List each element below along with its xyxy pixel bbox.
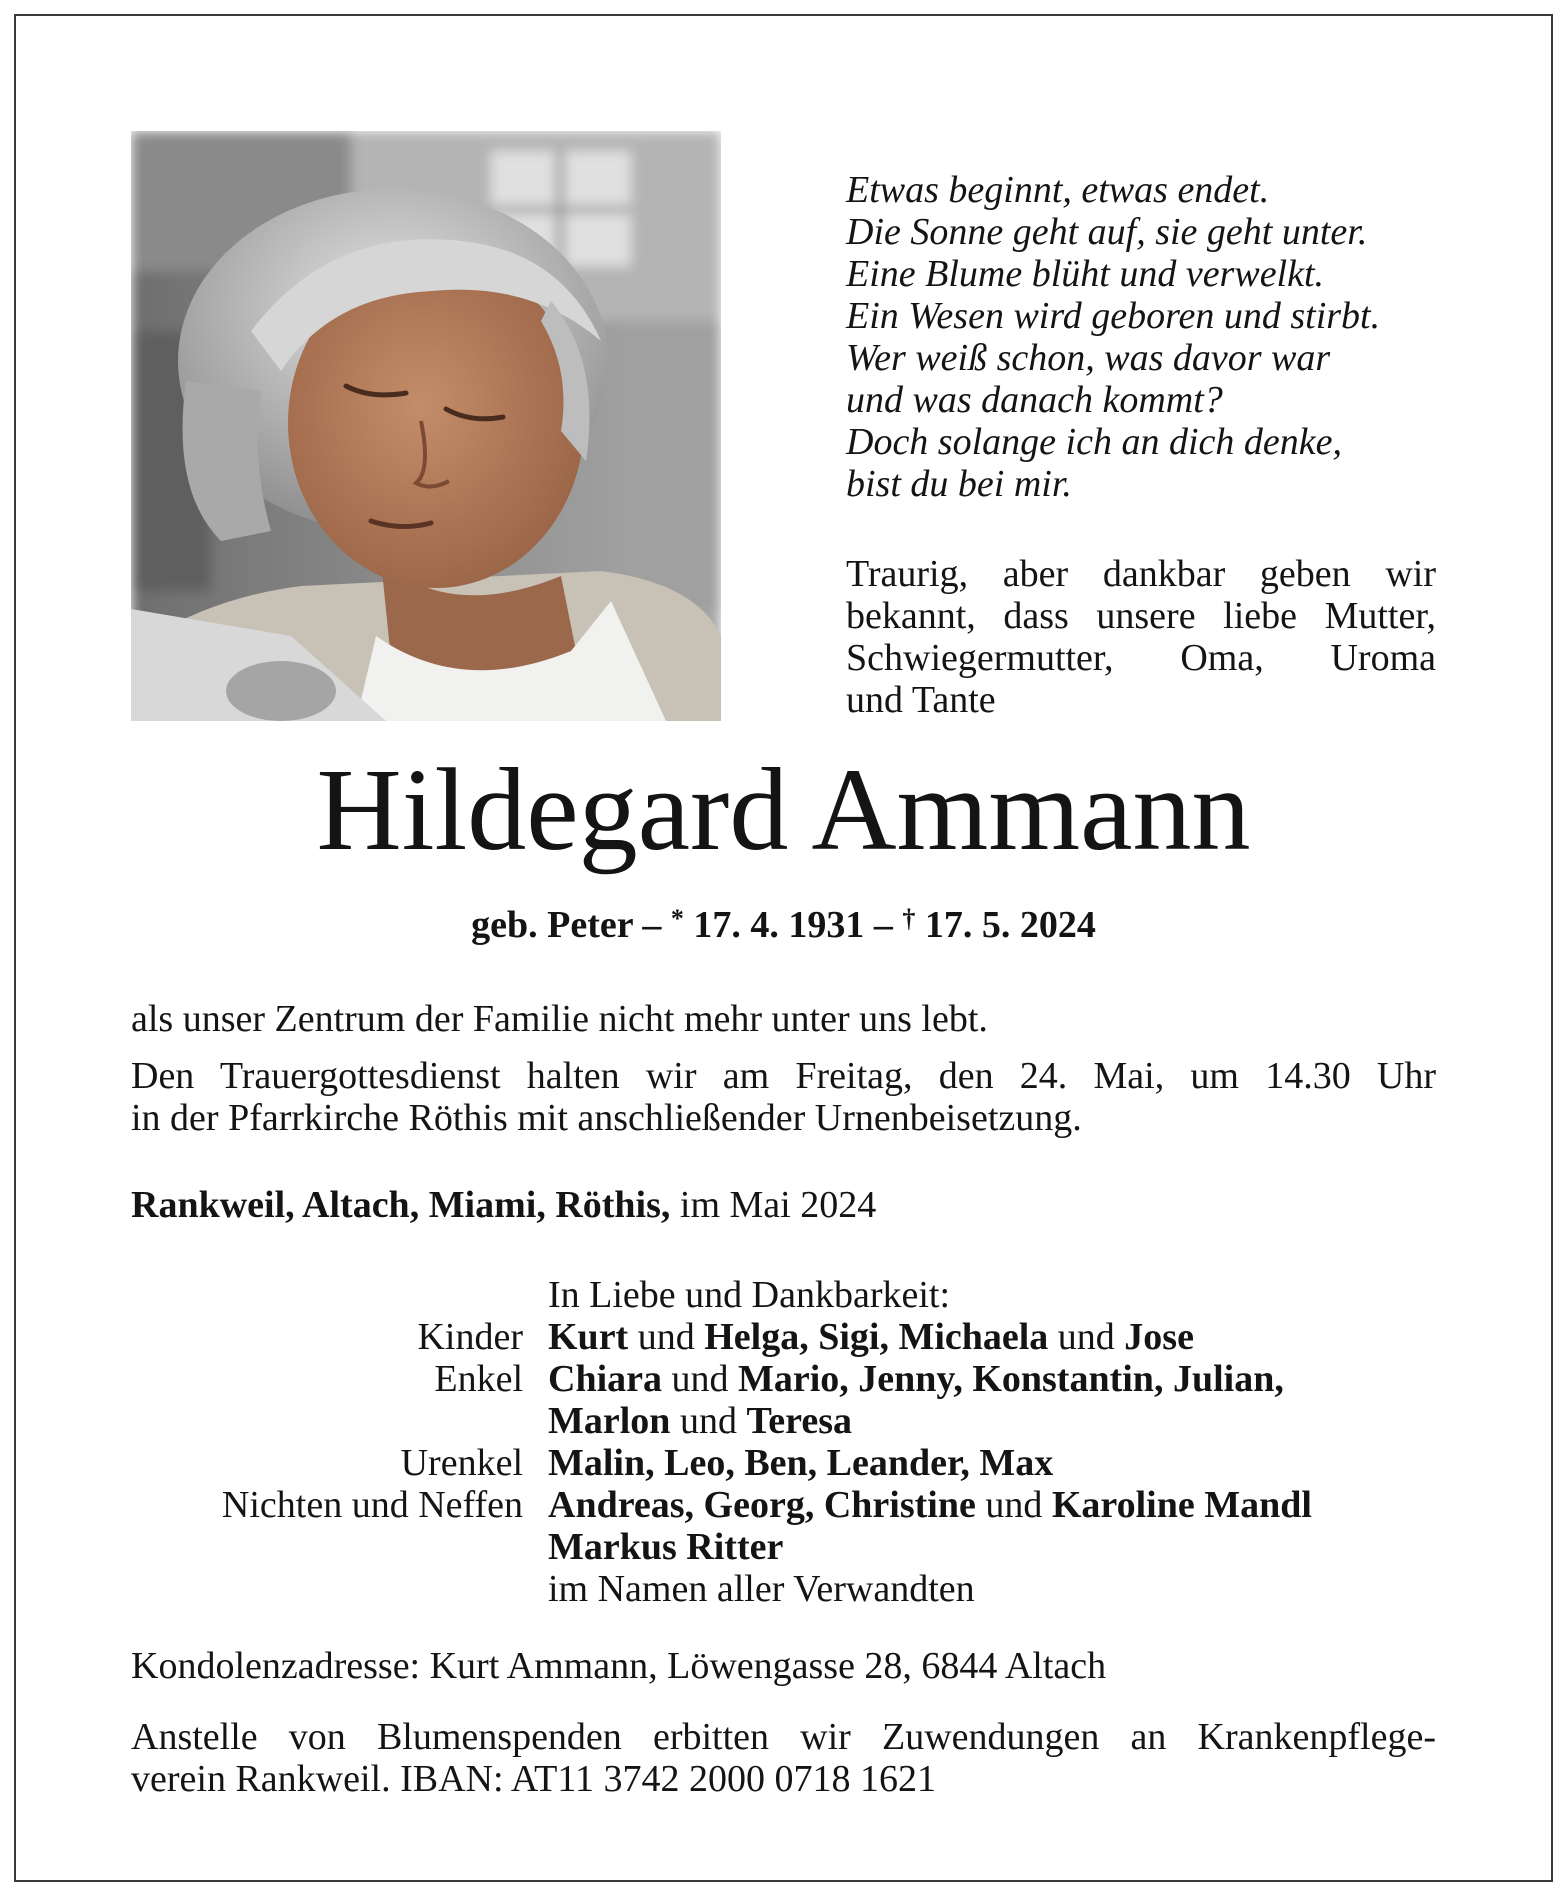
family-name: Kurt — [548, 1316, 629, 1358]
family-names — [548, 1442, 1053, 1484]
message-text: als unser Zentrum der Familie nicht mehr unter uns lebt. — [131, 998, 988, 1040]
family-closing-row — [131, 1568, 1436, 1610]
announcement-line: bekannt, dass unsere liebe Mutter, — [846, 595, 1436, 637]
family-names — [548, 1526, 783, 1568]
family-row-nichten-neffen — [131, 1484, 1436, 1526]
birth-symbol: * — [670, 904, 684, 933]
condolence-address: Kondolenzadresse: Kurt Ammann, Löwengasse 28, 6844 Altach — [131, 1645, 1107, 1687]
birth-date: 17. 4. 1931 — [693, 904, 865, 946]
announcement-line: Traurig, aber dankbar geben wir — [846, 553, 1436, 595]
service-line: in der Pfarrkirche Röthis mit anschließender Urnenbeisetzung. — [131, 1097, 1082, 1139]
poem-line: Eine Blume blüht und verwelkt. — [846, 253, 1325, 295]
death-symbol: † — [902, 904, 916, 933]
family-name: Malin, Leo, Ben, Leander, Max — [548, 1442, 1054, 1484]
date-separator: – — [873, 904, 893, 946]
family-name: Helga, Sigi, Michaela — [704, 1316, 1049, 1358]
death-date: 17. 5. 2024 — [924, 904, 1096, 946]
announcement-text — [846, 553, 1436, 721]
family-name: Karoline Mandl — [1051, 1484, 1312, 1526]
family-conjunction: und — [671, 1358, 729, 1400]
family-name: Jose — [1124, 1316, 1194, 1358]
family-label: Urenkel — [400, 1442, 523, 1484]
maiden-name: geb. Peter — [471, 904, 633, 946]
family-label: Kinder — [417, 1316, 523, 1358]
family-row-nichten-neffen-cont — [131, 1526, 1436, 1568]
poem-line: Wer weiß schon, was davor war — [846, 337, 1331, 379]
poem-line: und was danach kommt? — [846, 379, 1223, 421]
places: Rankweil, Altach, Miami, Röthis, — [131, 1184, 671, 1226]
family-name: Mario, Jenny, Konstantin, Julian, — [738, 1358, 1284, 1400]
family-row-enkel-cont — [131, 1400, 1436, 1442]
family-label: Enkel — [434, 1358, 523, 1400]
family-conjunction: und — [637, 1316, 695, 1358]
portrait-photo — [131, 131, 721, 721]
family-row-enkel — [131, 1358, 1436, 1400]
deceased-name: Hildegard Ammann — [316, 744, 1251, 875]
donation-line: Anstelle von Blumenspenden erbitten wir Zuwendungen an Krankenpflege- — [131, 1716, 1436, 1758]
family-names — [548, 1484, 1312, 1526]
family-heading: In Liebe und Dankbarkeit: — [548, 1274, 951, 1316]
family-closing: im Namen aller Verwandten — [548, 1568, 975, 1610]
family-row-urenkel — [131, 1442, 1436, 1484]
announcement-line: und Tante — [846, 679, 996, 721]
family-names — [548, 1316, 1194, 1358]
family-name: Markus Ritter — [548, 1526, 784, 1568]
family-names — [548, 1358, 1284, 1400]
family-name: Marlon — [548, 1400, 671, 1442]
portrait-image — [131, 131, 721, 721]
place-date — [131, 1184, 1436, 1226]
family-row-kinder — [131, 1316, 1436, 1358]
life-dates — [0, 904, 1567, 946]
family-name: Andreas, Georg, Christine — [548, 1484, 976, 1526]
family-name: Chiara — [548, 1358, 662, 1400]
family-signatures — [131, 1274, 1436, 1610]
service-info — [131, 1055, 1436, 1139]
notice-date: im Mai 2024 — [679, 1184, 877, 1226]
family-names — [548, 1400, 852, 1442]
poem — [846, 169, 1446, 505]
family-conjunction: und — [1057, 1316, 1115, 1358]
poem-line: Ein Wesen wird geboren und stirbt. — [846, 295, 1381, 337]
date-separator: – — [642, 904, 662, 946]
family-label: Nichten und Neffen — [221, 1484, 523, 1526]
family-conjunction: und — [679, 1400, 737, 1442]
poem-line: Doch solange ich an dich denke, — [846, 421, 1342, 463]
service-line: Den Trauergottesdienst halten wir am Freitag, den 24. Mai, um 14.30 Uhr — [131, 1055, 1436, 1097]
announcement-line: Schwiegermutter, Oma, Uroma — [846, 637, 1436, 679]
donation-info — [131, 1716, 1436, 1800]
family-heading-row — [131, 1274, 1436, 1316]
poem-line: Die Sonne geht auf, sie geht unter. — [846, 211, 1368, 253]
family-conjunction: und — [985, 1484, 1043, 1526]
poem-line: bist du bei mir. — [846, 463, 1072, 505]
donation-line: verein Rankweil. IBAN: AT11 3742 2000 0718 1621 — [131, 1758, 936, 1800]
poem-line: Etwas beginnt, etwas endet. — [846, 169, 1270, 211]
family-name: Teresa — [746, 1400, 852, 1442]
